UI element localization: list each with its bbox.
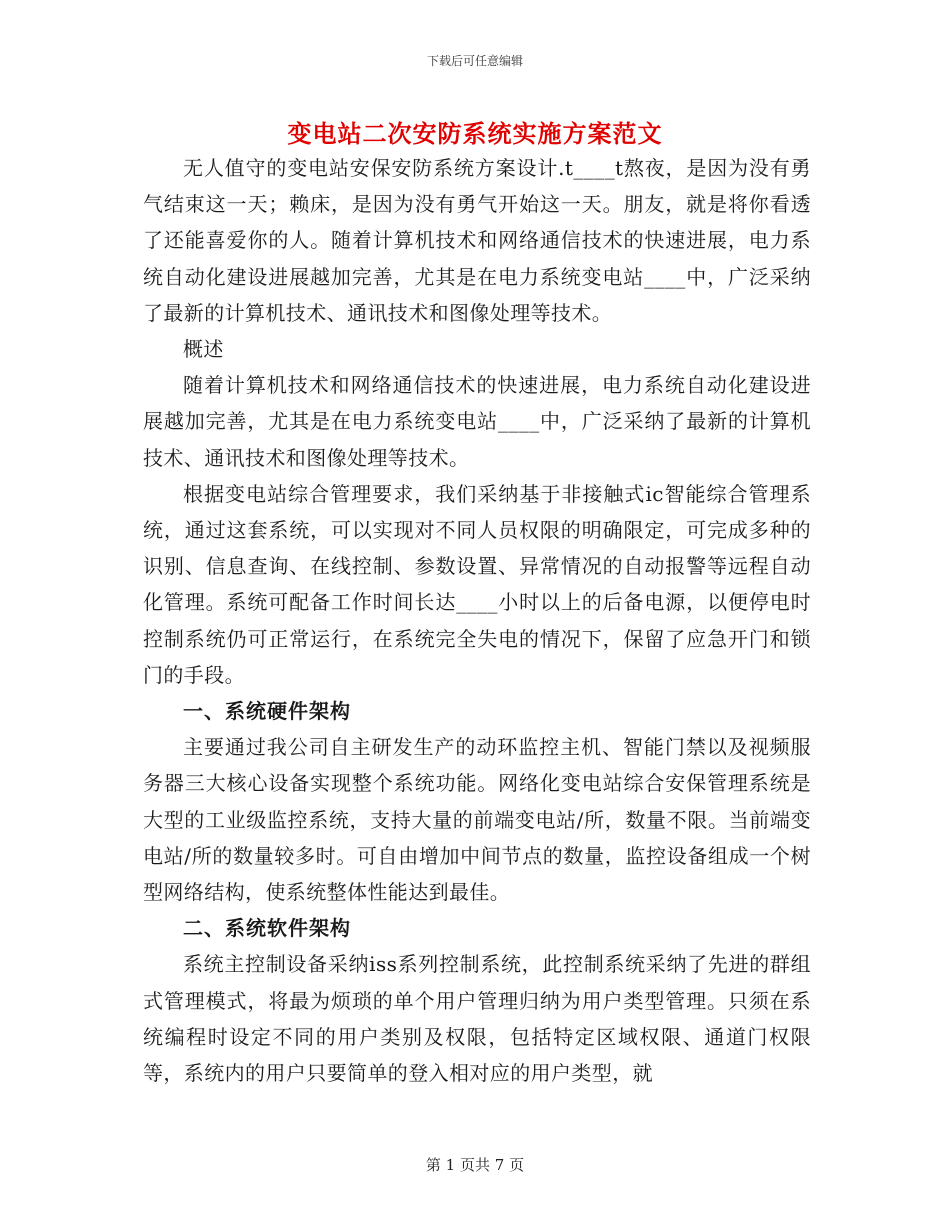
hardware-paragraph: 主要通过我公司自主研发生产的动环监控主机、智能门禁以及视频服务器三大核心设备实现整个系统功能。网络化变电站综合安保管理系统是大型的工业级监控系统，支持大量的前端变电站/所，数量不限。当前端变电站/所的数量较多时。可自由增加中间节点的数量，监控设备组成一个树型网络结构，使系统整体性能达到最佳。 [143,735,811,905]
document-body [143,150,811,1091]
management-paragraph: 根据变电站综合管理要求，我们采纳基于非接触式ic智能综合管理系统，通过这套系统，可以实现对不同人员权限的明确限定，可完成多种的识别、信息查询、在线控制、参数设置、异常情况的自动报警等远程自动化管理。系统可配备工作时间长达____小时以上的后备电源，以便停电时控制系统仍可正常运行，在系统完全失电的情况下，保留了应急开门和锁门的手段。 [143,481,811,687]
hardware-heading: 一、系统硬件架构 [183,699,351,724]
intro-paragraph: 无人值守的变电站安保安防系统方案设计.t____t熬夜，是因为没有勇气结束这一天；赖床，是因为没有勇气开始这一天。朋友，就是将你看透了还能喜爱你的人。随着计算机技术和网络通信技术的快速进展，电力系统自动化建设进展越加完善，尤其是在电力系统变电站____中，广泛采纳了最新的计算机技术、通讯技术和图像处理等技术。 [143,156,811,325]
document-title: 变电站二次安防系统实施方案范文 [287,120,663,148]
overview-heading: 概述 [183,337,224,362]
header-note: 下载后可任意编辑 [426,54,523,68]
overview-paragraph: 随着计算机技术和网络通信技术的快速进展，电力系统自动化建设进展越加完善，尤其是在电力系统变电站____中，广泛采纳了最新的计算机技术、通讯技术和图像处理等技术。 [143,373,811,470]
software-paragraph: 系统主控制设备采纳iss系列控制系统，此控制系统采纳了先进的群组式管理模式，将最为烦琐的单个用户管理归纳为用户类型管理。只须在系统编程时设定不同的用户类别及权限，包括特定区域权限、通道门权限等，系统内的用户只要简单的登入相对应的用户类型，就 [143,952,811,1086]
software-heading: 二、系统软件架构 [183,916,351,941]
page-number: 第 1 页共 7 页 [425,1156,525,1174]
